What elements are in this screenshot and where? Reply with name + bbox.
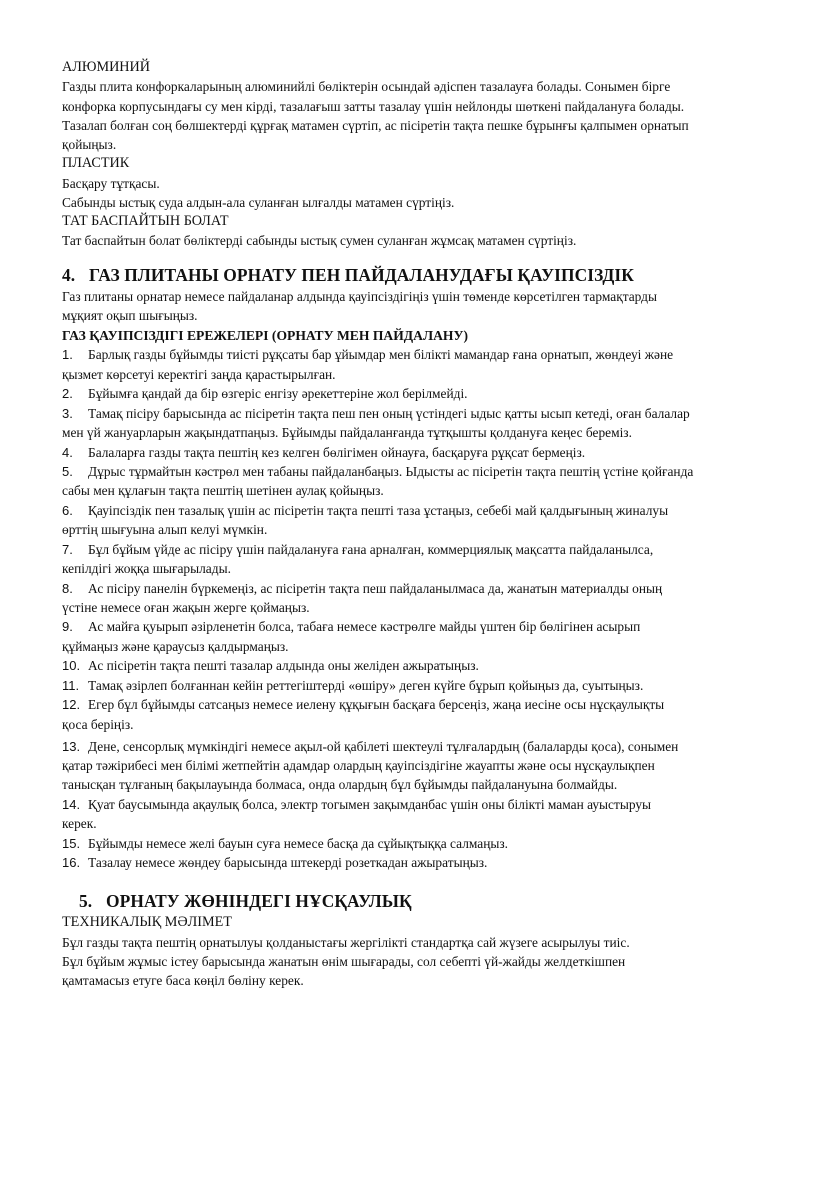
list-item	[62, 834, 797, 853]
item-text: Барлық газды бұйымды тиісті рұқсаты бар ұйымдар мен білікті мамандар ғана орнатып, жөндеуі және	[88, 347, 674, 363]
list-item	[62, 443, 797, 462]
list-item	[62, 501, 797, 539]
item-number: 2.	[62, 386, 73, 402]
item-text: үстіне немесе оған жақын жерге қоймаңыз.	[62, 599, 310, 615]
item-text: қатар тәжірибесі мен білімі жетпейтін адамдар олардың қауіпсіздігіне жауапты және осы нұсқаулықпен	[62, 758, 655, 774]
list-item	[62, 853, 797, 872]
list-item	[62, 462, 797, 500]
item-number: 8.	[62, 580, 73, 596]
item-number: 4.	[62, 444, 73, 460]
item-number: 7.	[62, 541, 73, 557]
list-item	[62, 656, 797, 675]
item-number: 10.	[62, 658, 81, 674]
item-text: Ас пісіру панелін бүркемеңіз, ас пісіретін тақта пеш пайдаланылмаса да, жанатын материалды оның	[88, 580, 663, 596]
aluminium-line: Газды плита конфоркаларының алюминийлі бөліктерін осындай әдіспен тазалауға болады. Сонымен бірге	[62, 79, 671, 95]
technical-info-heading: ТЕХНИКАЛЫҚ МӘЛІМЕТ	[62, 914, 232, 931]
aluminium-heading: АЛЮМИНИЙ	[62, 59, 151, 75]
aluminium-line: қойыңыз.	[62, 137, 117, 153]
aluminium-line: Тазалап болған соң бөлшектерді құрғақ матамен сүртіп, ас пісіретін тақта пешке бұрынғы қалпымен орнатып	[62, 117, 689, 133]
item-text: өрттің шығуына алып келуі мүмкін.	[62, 522, 268, 538]
item-text: құймаңыз және қараусыз қалдырмаңыз.	[62, 638, 289, 654]
aluminium-line: конфорка корпусындағы су мен кірді, тазалағыш затты тазалау үшін нейлонды шөткені пайдалануға болады.	[62, 98, 685, 114]
item-text: Қуат баусымында ақаулық болса, электр тогымен зақымданбас үшін оны білікті маман ауыстыруы	[88, 796, 652, 812]
section-5-title: ОРНАТУ ЖӨНІНДЕГІ НҰСҚАУЛЫҚ	[106, 891, 412, 912]
list-item	[62, 384, 797, 403]
item-number: 11.	[62, 677, 80, 693]
item-number: 6.	[62, 503, 73, 519]
item-text: Ас пісіретін тақта пешті тазалар алдында оны желіден ажыратыңыз.	[88, 658, 479, 674]
steel-line: Тат баспайтын болат бөліктерді сабынды ыстық сумен суланған жұмсақ матамен сүртіңіз.	[62, 233, 577, 249]
item-text: Бұйымға қандай да бір өзгеріс енгізу әрекеттеріне жол берілмейді.	[88, 386, 468, 402]
item-number: 12.	[62, 697, 81, 713]
section-4-title: ГАЗ ПЛИТАНЫ ОРНАТУ ПЕН ПАЙДАЛАНУДАҒЫ ҚАУІПСІЗДІК	[89, 264, 634, 285]
list-item	[62, 579, 797, 617]
steel-section	[62, 212, 797, 251]
list-item	[62, 404, 797, 442]
section-4-intro-line: мұқият оқып шығыңыз.	[62, 307, 198, 323]
item-number: 9.	[62, 619, 73, 635]
list-item	[62, 795, 797, 833]
list-item	[62, 617, 797, 655]
list-item	[62, 695, 797, 733]
section-5-line: Бұл газды тақта пештің орнатылуы қолданыстағы жергілікті стандартқа сай жүзеге асырылуы тиіс.	[62, 934, 630, 950]
list-item	[62, 676, 797, 695]
item-text: кепілдігі жоққа шығарылады.	[62, 561, 231, 577]
list-item	[62, 737, 797, 795]
item-text: Дұрыс тұрмайтын кәстрөл мен табаны пайдаланбаңыз. Ыдысты ас пісіретін тақта пештің үстіне қойғанда	[88, 464, 694, 480]
item-text: Балаларға газды тақта пештің кез келген бөлігімен ойнауға, басқаруға рұқсат бермеңіз.	[88, 444, 586, 460]
item-text: Бұйымды немесе желі бауын суға немесе басқа да сұйықтыққа салмаңыз.	[88, 835, 509, 851]
section-5-line: Бұл бұйым жұмыс істеу барысында жанатын өнім шығарады, сол себепті үй-жайды желдеткішпен	[62, 954, 626, 970]
section-5-number: 5.	[79, 891, 93, 912]
section-4-heading	[62, 264, 797, 286]
item-number: 14.	[62, 796, 81, 812]
item-text: Ас майға қуырып әзірленетін болса, табаға немесе кәстрөлге майды үштен бір бөлігінен асырып	[88, 619, 641, 635]
item-number: 3.	[62, 405, 73, 421]
plastic-line: Басқару тұтқасы.	[62, 175, 160, 191]
item-text: мен үй жануарларын жақындатпаңыз. Бұйымды пайдаланғанда тұтқышты қолдануға кеңес береміз.	[62, 425, 632, 441]
item-text: Тазалау немесе жөндеу барысында штекерді розеткадан ажыратыңыз.	[88, 855, 488, 871]
item-number: 13.	[62, 738, 81, 754]
document-page	[62, 58, 797, 990]
section-5-line: қамтамасыз етуге баса көңіл бөліну керек.	[62, 973, 304, 989]
item-text: Егер бұл бұйымды сатсаңыз немесе иелену құқығын басқаға берсеңіз, жаңа иесіне осы нұсқаулықты	[88, 697, 665, 713]
item-text: сабы мен құлағын тақта пештің шетінен аулақ қойыңыз.	[62, 483, 384, 499]
plastic-heading: ПЛАСТИК	[62, 155, 130, 172]
item-number: 16.	[62, 855, 81, 871]
section-4-intro-line: Газ плитаны орнатар немесе пайдаланар алдында қауіпсіздігіңіз үшін төменде көрсетілген тармақтарды	[62, 288, 657, 304]
item-text: Тамақ пісіру барысында ас пісіретін тақта пеш пен оның үстіндегі ыдыс қатты ысып кетеді, оған балалар	[88, 405, 690, 421]
item-text: қызмет көрсетуі керектігі заңда қарастырылған.	[62, 366, 336, 382]
list-item	[62, 540, 797, 578]
plastic-section	[62, 154, 797, 212]
item-number: 1.	[62, 347, 73, 363]
aluminium-section	[62, 58, 797, 154]
list-item	[62, 345, 797, 383]
item-text: Тамақ әзірлеп болғаннан кейін реттегіштерді «өшіру» деген күйге бұрып қойыңыз да, суытыңыз.	[88, 677, 644, 693]
item-text: танысқан тұлғаның бақылауында болмаса, онда олардың бұл бұйымды пайдалануына болмайды.	[62, 777, 618, 793]
item-number: 15.	[62, 835, 81, 851]
item-text: Дене, сенсорлық мүмкіндігі немесе ақыл-ой қабілеті шектеулі тұлғалардың (балаларды қоса), сонымен	[88, 738, 679, 754]
steel-heading: ТАТ БАСПАЙТЫН БОЛАТ	[62, 213, 229, 230]
item-number: 5.	[62, 464, 73, 480]
safety-rules-heading: ГАЗ ҚАУІПСІЗДІГІ ЕРЕЖЕЛЕРІ (ОРНАТУ МЕН ПАЙДАЛАНУ)	[62, 328, 468, 344]
item-text: Бұл бұйым үйде ас пісіру үшін пайдалануға ғана арналған, коммерциялық мақсатта пайдаланылса,	[88, 541, 654, 557]
section-4-number: 4.	[62, 264, 76, 285]
item-text: керек.	[62, 816, 97, 832]
item-text: қоса беріңіз.	[62, 716, 134, 732]
safety-rules-list	[62, 345, 797, 872]
plastic-line: Сабынды ыстық суда алдын-ала суланған ылғалды матамен сүртіңіз.	[62, 194, 455, 210]
item-text: Қауіпсіздік пен тазалық үшін ас пісіретін тақта пешті таза ұстаңыз, себебі май қалдығының жиналуы	[88, 503, 669, 519]
section-5-heading	[62, 890, 797, 912]
